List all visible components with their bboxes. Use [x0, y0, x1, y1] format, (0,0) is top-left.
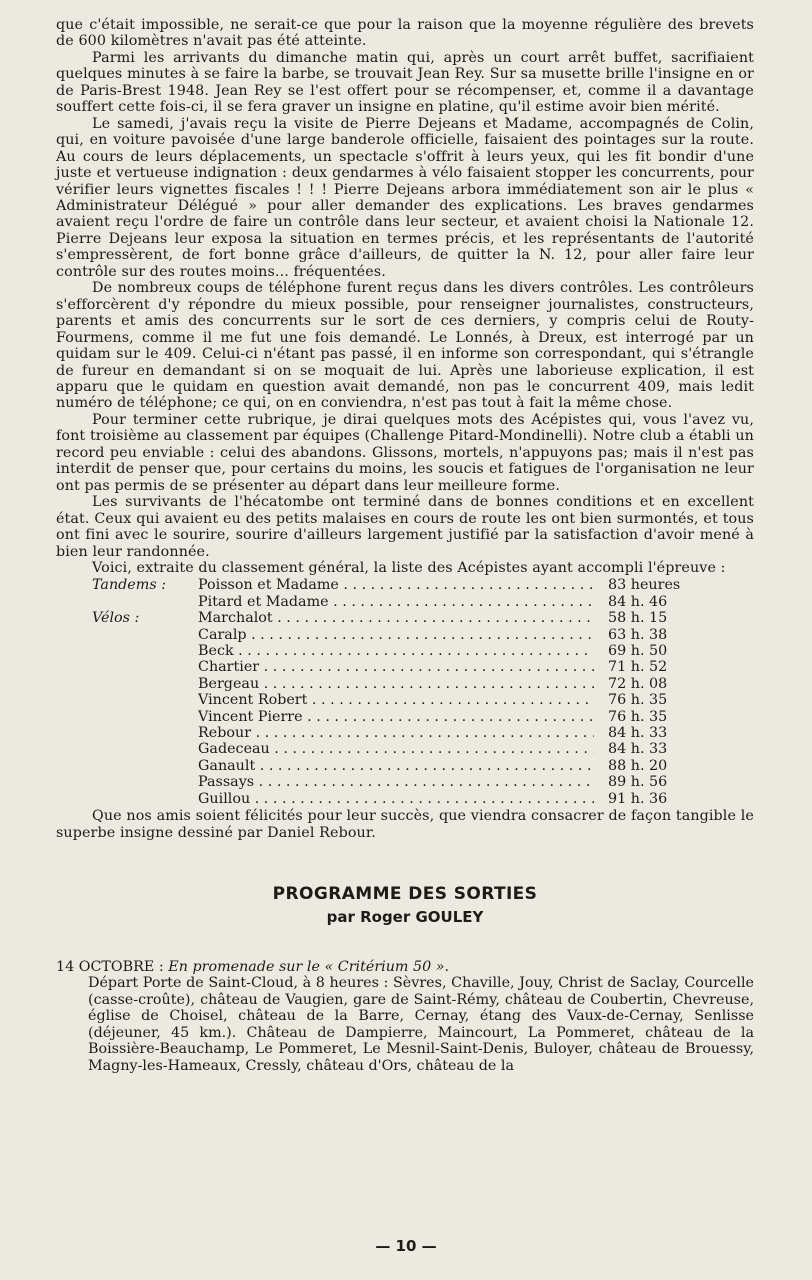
result-name: Gadeceau . . .	[198, 741, 594, 757]
result-time: 84 h. 33	[608, 741, 668, 758]
result-time: 89 h. 56	[608, 774, 668, 791]
result-time: 63 h. 38	[608, 626, 668, 643]
programme-description: Départ Porte de Saint-Cloud, à 8 heures : Sèvres, Chaville, Jouy, Christ de Saclay, Courcelle (casse-croûte), château de Vaugien, gare de Saint-Rémy, château de Coubertin, Chevreuse, église de Choisel, château de la Barre, Cernay, étang des Vaux-de-Cernay, Senlisse (déjeuner, 45 km.). Château de Dampierre, Maincourt, La Pommeret, château de la Boissière-Beauchamp, Le Pommeret, Le Mesnil-Saint-Denis, Buloyer, château de Brouessy, Magny-les-Hameaux, Cressly, château d'Ors, château de la	[88, 975, 754, 1074]
result-name: Marchalot . . .	[198, 610, 594, 626]
result-name: Beck . . .	[198, 643, 594, 659]
result-row	[56, 725, 754, 741]
result-time: 76 h. 35	[608, 692, 668, 709]
paragraph-acepistes: Pour terminer cette rubrique, je dirai quelques mots des Acépistes qui, vous l'avez vu, font troisième au classement par équipes (Challenge Pitard-Mondinelli). Notre club a établi un record peu enviable : celui des abandons. Glissons, mortels, n'appuyons pas; mais il n'est pas interdit de penser que, pour certains du moins, les soucis et fatigues de l'organisation ne leur ont pas permis de se présenter au départ dans leur meilleure forme.	[56, 411, 754, 494]
result-time: 84 h. 46	[608, 593, 668, 610]
paragraph-survivants: Les survivants de l'hécatombe ont terminé dans de bonnes conditions et en excellent état. Ceux qui avaient eu des petits malaises en cours de route les ont bien surmontés, et tous ont fini avec le sourire, sourire d'ailleurs largement justifié par la satisfaction d'avoir mené à bien leur randonnée.	[56, 494, 754, 560]
result-time: 83 heures	[608, 577, 681, 594]
result-row	[56, 676, 754, 692]
result-row	[56, 741, 754, 757]
paragraph-jean-rey: Parmi les arrivants du dimanche matin qui, après un court arrêt buffet, sacrifiaient quelques minutes à se faire la barbe, se trouvait Jean Rey. Sur sa musette brille l'insigne en or de Paris-Brest 1948. Jean Rey se l'est offert pour se récompenser, et, comme il a davantage souffert cette fois-ci, il se fera graver un insigne en platine, qu'il estime avoir bien mérité.	[56, 49, 754, 116]
result-row	[56, 709, 754, 725]
result-time: 69 h. 50	[608, 643, 668, 660]
result-name: Chartier . . .	[198, 659, 594, 675]
result-category: Vélos :	[92, 610, 140, 627]
result-row	[56, 610, 754, 626]
result-name: Rebour . . .	[198, 725, 594, 741]
result-name: Bergeau . . .	[198, 676, 594, 692]
result-name: Guillou . . .	[198, 791, 594, 807]
programme-outing-title: En promenade sur le « Critérium 50 ».	[168, 959, 450, 975]
result-time: 84 h. 33	[608, 725, 668, 742]
paragraph-voici: Voici, extraite du classement général, la liste des Acépistes ayant accompli l'épreuve :	[92, 559, 726, 576]
page-number: — 10 —	[375, 1237, 437, 1255]
result-name: Passays . . .	[198, 774, 594, 790]
results-list	[56, 577, 754, 807]
result-time: 58 h. 15	[608, 610, 668, 627]
result-name: Pitard et Madame . . .	[198, 594, 594, 610]
result-name: Caralp . . .	[198, 627, 594, 643]
result-row	[56, 627, 754, 643]
result-row	[56, 577, 754, 593]
result-row	[56, 692, 754, 708]
result-time: 71 h. 52	[608, 659, 668, 676]
result-row	[56, 758, 754, 774]
section-title: PROGRAMME DES SORTIES	[272, 884, 538, 904]
paragraph-intro: que c'était impossible, ne serait-ce que pour la raison que la moyenne régulière des brevets de 600 kilomètres n'avait pas été atteinte.	[56, 17, 754, 50]
result-name: Ganault . . .	[198, 758, 594, 774]
programme-date: 14 OCTOBRE :	[56, 959, 164, 975]
result-time: 88 h. 20	[608, 757, 668, 774]
result-time: 91 h. 36	[608, 790, 668, 807]
programme-entry	[56, 959, 754, 1074]
paragraph-closing: Que nos amis soient félicités pour leur succès, que viendra consacrer de façon tangible le superbe insigne dessiné par Daniel Rebour.	[56, 808, 754, 841]
paragraph-gendarmes: Le samedi, j'avais reçu la visite de Pierre Dejeans et Madame, accompagnés de Colin, qui, en voiture pavoisée d'une large banderole officielle, faisaient des pointages sur la route. Au cours de leurs déplacements, un spectacle s'offrit à leurs yeux, qui les fit bondir d'une juste et vertueuse indignation : deux gendarmes à vélo faisaient stopper les concurrents, pour vérifier leurs vignettes fiscales ! ! ! Pierre Dejeans arbora immédiatement son air le plus « Administrateur Délégué » pour aller demander des explications. Les braves gendarmes avaient reçu l'ordre de faire un contrôle dans leur secteur, et avaient choisi la Nationale 12. Pierre Dejeans leur exposa la situation en termes précis, et les représentants de l'autorité s'empressèrent, de fort bonne grâce d'ailleurs, de quitter la N. 12, pour aller faire leur contrôle sur des routes moins... fréquentées.	[56, 115, 754, 280]
result-time: 76 h. 35	[608, 708, 668, 725]
result-time: 72 h. 08	[608, 675, 668, 692]
result-category: Tandems :	[92, 577, 167, 594]
result-row	[56, 643, 754, 659]
result-row	[56, 659, 754, 675]
result-name: Vincent Robert . . .	[198, 692, 594, 708]
programme-entry-header	[56, 959, 754, 975]
result-row	[56, 774, 754, 790]
result-name: Poisson et Madame . . .	[198, 577, 594, 593]
section-author: par Roger GOULEY	[326, 908, 484, 926]
result-row	[56, 791, 754, 807]
result-row	[56, 594, 754, 610]
result-name: Vincent Pierre . . .	[198, 709, 594, 725]
paragraph-telephone: De nombreux coups de téléphone furent reçus dans les divers contrôles. Les contrôleurs s'efforcèrent d'y répondre du mieux possible, pour renseigner journalistes, constructeurs, parents et amis des concurrents sur le sort de ces derniers, y compris celui de Routy-Fourmens, comme il me fut une fois demandé. Le Lonnés, à Dreux, est interrogé par un quidam sur le 409. Celui-ci n'étant pas passé, il en informe son correspondant, qui s'étrangle de fureur en demandant si on se moquait de lui. Après une laborieuse explication, il est apparu que le quidam en question avait demandé, non pas le concurrent 409, mais ledit numéro de téléphone; ce qui, on en conviendra, n'est pas tout à fait la même chose.	[56, 280, 754, 412]
